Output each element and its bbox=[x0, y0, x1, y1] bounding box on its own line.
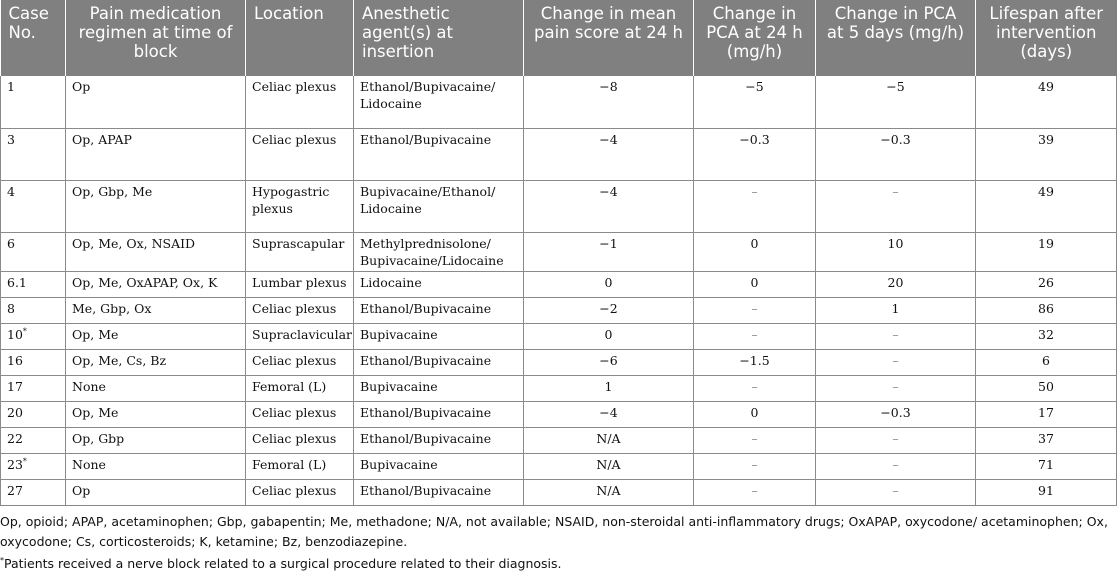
cell-change-pca-5d-text: – bbox=[892, 352, 899, 368]
cell-change-pain-score bbox=[524, 349, 694, 375]
cell-change-pca-5d-text: – bbox=[892, 482, 899, 498]
cell-change-pca-5d-text: – bbox=[892, 430, 899, 446]
cell-lifespan bbox=[976, 180, 1117, 232]
cell-change-pca-24h-text: – bbox=[751, 482, 758, 498]
cell-pain-medication bbox=[66, 401, 246, 427]
cell-anesthetic-agent-text: Bupivacaine bbox=[360, 378, 438, 394]
cell-change-pca-24h bbox=[694, 271, 816, 297]
cell-change-pca-24h bbox=[694, 453, 816, 479]
cell-change-pain-score-text: 1 bbox=[604, 378, 613, 394]
cell-change-pca-24h-text: – bbox=[751, 378, 758, 394]
table-body bbox=[1, 76, 1117, 505]
cell-anesthetic-agent bbox=[354, 401, 524, 427]
abbreviations-footnote: Op, opioid; APAP, acetaminophen; Gbp, gabapentin; Me, methadone; N/A, not available; NSAID, non-steroidal anti-inflammatory drugs; OxAPAP, oxycodone/ acetaminophen; Ox, oxycodone; Cs, corticosteroids; K, ketamine; Bz, benzodiazepine. bbox=[0, 513, 1108, 549]
cell-location-text: Celiac plexus bbox=[252, 300, 337, 316]
cell-case-no bbox=[1, 479, 66, 505]
cell-case-no-text: 22 bbox=[7, 430, 23, 446]
cell-change-pain-score bbox=[524, 401, 694, 427]
cell-change-pain-score bbox=[524, 232, 694, 271]
cell-location bbox=[246, 297, 354, 323]
cell-anesthetic-agent-text: Ethanol/Bupivacaine bbox=[360, 404, 492, 420]
cell-change-pca-5d-text: −0.3 bbox=[880, 131, 911, 147]
cell-change-pca-24h bbox=[694, 76, 816, 128]
cell-anesthetic-agent-text: Bupivacaine bbox=[360, 326, 438, 342]
cell-anesthetic-agent bbox=[354, 232, 524, 271]
cell-lifespan-text: 86 bbox=[1038, 300, 1054, 316]
cell-pain-medication-text: Op, Gbp, Me bbox=[72, 183, 153, 199]
cell-lifespan bbox=[976, 453, 1117, 479]
cell-change-pca-24h-text: 0 bbox=[750, 404, 759, 420]
cell-location-text: Suprascapular bbox=[252, 235, 345, 251]
cell-change-pca-5d bbox=[816, 453, 976, 479]
cell-change-pca-24h bbox=[694, 323, 816, 349]
table-row bbox=[1, 271, 1117, 297]
cell-change-pca-5d bbox=[816, 297, 976, 323]
table-row bbox=[1, 375, 1117, 401]
cell-change-pca-24h bbox=[694, 180, 816, 232]
asterisk-footnote-text: Patients received a nerve block related to a surgical procedure related to their diagnosis. bbox=[4, 555, 562, 571]
cell-change-pain-score bbox=[524, 323, 694, 349]
cell-pain-medication bbox=[66, 427, 246, 453]
cell-anesthetic-agent-text: Lidocaine bbox=[360, 274, 422, 290]
table-row bbox=[1, 232, 1117, 271]
cell-case-no bbox=[1, 180, 66, 232]
cell-lifespan bbox=[976, 271, 1117, 297]
cell-change-pca-24h bbox=[694, 232, 816, 271]
cell-case-no-text: 3 bbox=[7, 131, 15, 147]
cell-pain-medication bbox=[66, 453, 246, 479]
cell-change-pain-score-text: −4 bbox=[599, 404, 618, 420]
cell-lifespan bbox=[976, 427, 1117, 453]
cell-change-pca-24h bbox=[694, 297, 816, 323]
header-pain-medication: Pain medication regimen at time of block bbox=[66, 0, 246, 76]
cell-anesthetic-agent-text: Ethanol/Bupivacaine bbox=[360, 300, 492, 316]
cell-location-text: Celiac plexus bbox=[252, 352, 337, 368]
cell-change-pca-24h bbox=[694, 479, 816, 505]
cell-change-pain-score-text: 0 bbox=[604, 274, 613, 290]
cell-change-pca-5d bbox=[816, 479, 976, 505]
table-row bbox=[1, 479, 1117, 505]
cell-case-no-text: 8 bbox=[7, 300, 15, 316]
cell-pain-medication bbox=[66, 180, 246, 232]
cell-pain-medication bbox=[66, 349, 246, 375]
cell-lifespan bbox=[976, 232, 1117, 271]
cell-change-pain-score-text: N/A bbox=[596, 430, 621, 446]
cell-change-pca-24h-text: – bbox=[751, 326, 758, 342]
cell-case-no bbox=[1, 401, 66, 427]
cell-pain-medication-text: Me, Gbp, Ox bbox=[72, 300, 152, 316]
cell-pain-medication bbox=[66, 323, 246, 349]
cell-change-pca-24h-text: −5 bbox=[745, 79, 764, 94]
cell-change-pca-24h bbox=[694, 128, 816, 180]
cell-case-no bbox=[1, 375, 66, 401]
cell-pain-medication-text: Op, Me, OxAPAP, Ox, K bbox=[72, 274, 218, 290]
footnote-marker: * bbox=[22, 456, 27, 466]
cell-change-pca-5d-text: 1 bbox=[891, 300, 900, 316]
cell-change-pca-5d-text: – bbox=[892, 183, 899, 199]
cell-location-text: Celiac plexus bbox=[252, 482, 337, 498]
cell-location bbox=[246, 232, 354, 271]
cell-location-text: Supraclavicular bbox=[252, 326, 353, 342]
cell-change-pca-5d bbox=[816, 180, 976, 232]
cell-change-pca-5d bbox=[816, 323, 976, 349]
cell-case-no-text: 6.1 bbox=[7, 274, 27, 290]
cell-change-pca-5d bbox=[816, 401, 976, 427]
cell-change-pain-score-text: 0 bbox=[604, 326, 613, 342]
cell-change-pca-5d bbox=[816, 349, 976, 375]
cell-anesthetic-agent bbox=[354, 128, 524, 180]
cell-change-pca-5d bbox=[816, 271, 976, 297]
cell-pain-medication-text: Op, Me, Cs, Bz bbox=[72, 352, 167, 368]
cell-pain-medication-text: Op, Gbp bbox=[72, 430, 125, 446]
cell-location bbox=[246, 76, 354, 128]
cell-change-pca-24h bbox=[694, 349, 816, 375]
cell-lifespan-text: 32 bbox=[1038, 326, 1054, 342]
cell-change-pain-score bbox=[524, 453, 694, 479]
cell-lifespan-text: 6 bbox=[1042, 352, 1050, 368]
cell-change-pca-24h-text: – bbox=[751, 430, 758, 446]
cell-anesthetic-agent bbox=[354, 76, 524, 128]
cell-pain-medication bbox=[66, 76, 246, 128]
cell-anesthetic-agent bbox=[354, 479, 524, 505]
cell-change-pain-score bbox=[524, 128, 694, 180]
cell-anesthetic-agent bbox=[354, 349, 524, 375]
cell-anesthetic-agent-text: Ethanol/Bupivacaine bbox=[360, 131, 492, 147]
cell-case-no-text: 6 bbox=[7, 235, 15, 251]
cell-location-text: Femoral (L) bbox=[252, 378, 327, 394]
cell-pain-medication-text: None bbox=[72, 378, 106, 394]
cell-anesthetic-agent bbox=[354, 271, 524, 297]
cell-lifespan bbox=[976, 375, 1117, 401]
cell-anesthetic-agent-text: Ethanol/Bupivacaine/ Lidocaine bbox=[360, 79, 496, 111]
cell-case-no-text: 23 bbox=[7, 456, 23, 472]
cell-location-text: Lumbar plexus bbox=[252, 274, 347, 290]
cell-change-pca-24h-text: −0.3 bbox=[739, 131, 770, 147]
cell-anesthetic-agent-text: Bupivacaine bbox=[360, 456, 438, 472]
table-row bbox=[1, 349, 1117, 375]
cell-anesthetic-agent-text: Methylprednisolone/ Bupivacaine/Lidocaine bbox=[360, 235, 504, 268]
cell-lifespan-text: 37 bbox=[1038, 430, 1054, 446]
cell-change-pain-score-text: −1 bbox=[599, 235, 618, 251]
header-case-no: Case No. bbox=[1, 0, 66, 76]
cell-change-pca-24h-text: – bbox=[751, 183, 758, 199]
cell-location bbox=[246, 323, 354, 349]
cell-anesthetic-agent bbox=[354, 453, 524, 479]
cell-case-no bbox=[1, 232, 66, 271]
cell-location-text: Celiac plexus bbox=[252, 404, 337, 420]
header-change-pca-5d: Change in PCA at 5 days (mg/h) bbox=[816, 0, 976, 76]
cell-change-pain-score-text: −6 bbox=[599, 352, 618, 368]
cell-case-no bbox=[1, 271, 66, 297]
cell-change-pca-5d-text: – bbox=[892, 378, 899, 394]
cell-location-text: Femoral (L) bbox=[252, 456, 327, 472]
cell-case-no bbox=[1, 427, 66, 453]
cell-change-pain-score bbox=[524, 271, 694, 297]
asterisk-footnote bbox=[0, 552, 1116, 574]
cell-case-no bbox=[1, 453, 66, 479]
cell-change-pca-5d-text: – bbox=[892, 456, 899, 472]
cell-change-pca-5d bbox=[816, 427, 976, 453]
cell-lifespan bbox=[976, 401, 1117, 427]
footnote-marker: * bbox=[22, 326, 27, 336]
cell-case-no bbox=[1, 297, 66, 323]
table-row bbox=[1, 128, 1117, 180]
cell-change-pain-score-text: −8 bbox=[599, 79, 618, 94]
cell-location bbox=[246, 349, 354, 375]
cell-pain-medication-text: Op, Me bbox=[72, 404, 119, 420]
cell-location bbox=[246, 271, 354, 297]
asterisk-mark: * bbox=[0, 555, 4, 565]
header-change-pca-24h: Change in PCA at 24 h (mg/h) bbox=[694, 0, 816, 76]
cell-location bbox=[246, 479, 354, 505]
cell-anesthetic-agent bbox=[354, 427, 524, 453]
cell-change-pca-5d bbox=[816, 232, 976, 271]
cell-pain-medication-text: Op bbox=[72, 79, 91, 94]
table-row bbox=[1, 180, 1117, 232]
cell-case-no-text: 10 bbox=[7, 326, 23, 342]
cell-lifespan bbox=[976, 297, 1117, 323]
table-header bbox=[1, 0, 1117, 76]
cell-change-pca-5d-text: 20 bbox=[887, 274, 904, 290]
cell-change-pca-5d-text: 10 bbox=[887, 235, 904, 251]
cell-lifespan-text: 91 bbox=[1038, 482, 1054, 498]
cell-case-no bbox=[1, 76, 66, 128]
cell-anesthetic-agent-text: Ethanol/Bupivacaine bbox=[360, 430, 492, 446]
cell-lifespan-text: 71 bbox=[1038, 456, 1054, 472]
cell-location bbox=[246, 453, 354, 479]
cell-change-pain-score bbox=[524, 76, 694, 128]
cell-pain-medication bbox=[66, 232, 246, 271]
cell-lifespan-text: 19 bbox=[1038, 235, 1054, 251]
cell-lifespan-text: 49 bbox=[1038, 183, 1054, 199]
cell-lifespan-text: 49 bbox=[1038, 79, 1054, 94]
cell-change-pca-5d bbox=[816, 76, 976, 128]
header-location: Location bbox=[246, 0, 354, 76]
cell-change-pca-5d-text: – bbox=[892, 326, 899, 342]
cell-anesthetic-agent bbox=[354, 323, 524, 349]
cell-pain-medication bbox=[66, 297, 246, 323]
cell-change-pain-score bbox=[524, 375, 694, 401]
cell-case-no-text: 1 bbox=[7, 79, 15, 94]
cell-change-pain-score bbox=[524, 427, 694, 453]
cell-case-no bbox=[1, 349, 66, 375]
cell-case-no-text: 27 bbox=[7, 482, 23, 498]
cell-change-pain-score-text: −4 bbox=[599, 131, 618, 147]
header-row bbox=[1, 0, 1117, 76]
cell-pain-medication bbox=[66, 375, 246, 401]
table-row bbox=[1, 401, 1117, 427]
cell-change-pain-score bbox=[524, 479, 694, 505]
cell-location-text: Celiac plexus bbox=[252, 79, 337, 94]
cell-pain-medication bbox=[66, 128, 246, 180]
cell-case-no-text: 17 bbox=[7, 378, 23, 394]
cell-anesthetic-agent-text: Ethanol/Bupivacaine bbox=[360, 352, 492, 368]
cell-lifespan-text: 50 bbox=[1038, 378, 1054, 394]
cell-location bbox=[246, 180, 354, 232]
cell-change-pca-24h-text: 0 bbox=[750, 235, 759, 251]
cell-change-pca-5d-text: −0.3 bbox=[880, 404, 911, 420]
cell-change-pain-score-text: −4 bbox=[599, 183, 618, 199]
cell-change-pain-score-text: N/A bbox=[596, 456, 621, 472]
cell-pain-medication bbox=[66, 479, 246, 505]
table-row bbox=[1, 427, 1117, 453]
cell-change-pca-5d bbox=[816, 375, 976, 401]
cell-lifespan bbox=[976, 323, 1117, 349]
cell-change-pca-24h-text: 0 bbox=[750, 274, 759, 290]
table-row bbox=[1, 453, 1117, 479]
header-anesthetic-agent: Anesthetic agent(s) at insertion bbox=[354, 0, 524, 76]
cell-change-pain-score bbox=[524, 297, 694, 323]
cell-lifespan bbox=[976, 349, 1117, 375]
cell-location bbox=[246, 128, 354, 180]
cell-pain-medication-text: Op, APAP bbox=[72, 131, 132, 147]
cell-case-no bbox=[1, 323, 66, 349]
cell-change-pca-5d-text: −5 bbox=[886, 79, 905, 94]
table-row bbox=[1, 76, 1117, 128]
cell-pain-medication-text: None bbox=[72, 456, 106, 472]
table-row bbox=[1, 297, 1117, 323]
cell-lifespan-text: 17 bbox=[1038, 404, 1054, 420]
cell-lifespan bbox=[976, 479, 1117, 505]
cell-pain-medication-text: Op, Me bbox=[72, 326, 119, 342]
cell-change-pca-24h-text: – bbox=[751, 300, 758, 316]
cell-location bbox=[246, 401, 354, 427]
cell-location-text: Hypogastric plexus bbox=[252, 183, 330, 216]
header-change-pain-score: Change in mean pain score at 24 h bbox=[524, 0, 694, 76]
header-lifespan: Lifespan after intervention (days) bbox=[976, 0, 1117, 76]
cell-change-pain-score-text: N/A bbox=[596, 482, 621, 498]
cell-anesthetic-agent-text: Bupivacaine/Ethanol/ Lidocaine bbox=[360, 183, 496, 216]
cell-location-text: Celiac plexus bbox=[252, 430, 337, 446]
cell-location bbox=[246, 427, 354, 453]
cell-change-pain-score bbox=[524, 180, 694, 232]
cell-case-no bbox=[1, 128, 66, 180]
cell-case-no-text: 20 bbox=[7, 404, 23, 420]
cell-pain-medication-text: Op bbox=[72, 482, 91, 498]
cell-change-pca-24h-text: – bbox=[751, 456, 758, 472]
cell-case-no-text: 16 bbox=[7, 352, 23, 368]
cell-change-pca-24h-text: −1.5 bbox=[739, 352, 770, 368]
cell-change-pca-24h bbox=[694, 401, 816, 427]
cell-change-pca-24h bbox=[694, 427, 816, 453]
table-row bbox=[1, 323, 1117, 349]
cell-anesthetic-agent bbox=[354, 297, 524, 323]
cell-location-text: Celiac plexus bbox=[252, 131, 337, 147]
cell-pain-medication bbox=[66, 271, 246, 297]
cell-anesthetic-agent bbox=[354, 375, 524, 401]
cell-anesthetic-agent-text: Ethanol/Bupivacaine bbox=[360, 482, 492, 498]
cell-case-no-text: 4 bbox=[7, 183, 15, 199]
cell-lifespan-text: 39 bbox=[1038, 131, 1054, 147]
cell-lifespan bbox=[976, 128, 1117, 180]
cell-change-pain-score-text: −2 bbox=[599, 300, 618, 316]
cell-lifespan bbox=[976, 76, 1117, 128]
cell-anesthetic-agent bbox=[354, 180, 524, 232]
cell-change-pca-24h bbox=[694, 375, 816, 401]
cell-change-pca-5d bbox=[816, 128, 976, 180]
cell-lifespan-text: 26 bbox=[1038, 274, 1054, 290]
cell-location bbox=[246, 375, 354, 401]
cell-pain-medication-text: Op, Me, Ox, NSAID bbox=[72, 235, 196, 251]
